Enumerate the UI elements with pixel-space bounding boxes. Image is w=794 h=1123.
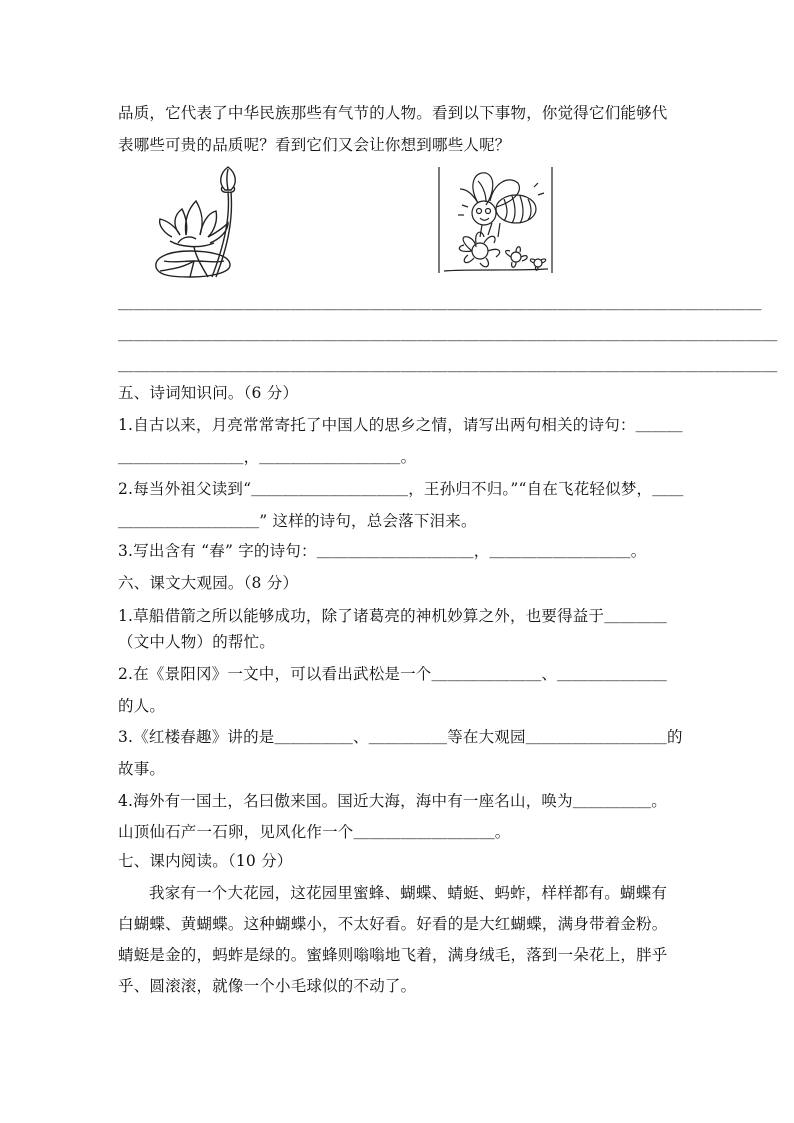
section6-q4-line2: 山顶仙石产一石卵，见风化作一个＿＿＿＿＿＿＿＿＿。 <box>118 823 511 841</box>
section5-heading: 五、诗词知识问。（6 分） <box>118 384 299 402</box>
section5-q1-line2: ＿＿＿＿＿＿＿＿，＿＿＿＿＿＿＿＿＿。 <box>118 448 417 466</box>
section6-q4-line1: 4.海外有一国土，名曰傲来国。国近大海，海中有一座名山，唤为＿＿＿＿＿。 <box>118 792 667 810</box>
section5-q3-line1: 3.写出含有 “春” 字的诗句：＿＿＿＿＿＿＿＿＿＿，＿＿＿＿＿＿＿＿＿。 <box>118 542 647 560</box>
answer-line-2[interactable]: ＿＿＿＿＿＿＿＿＿＿＿＿＿＿＿＿＿＿＿＿＿＿＿＿＿＿＿＿＿＿＿＿＿＿＿＿＿＿＿＿＿＿ <box>118 325 778 343</box>
section6-q2-line1: 2.在《景阳冈》一文中，可以看出武松是一个＿＿＿＿＿＿＿、＿＿＿＿＿＿＿ <box>118 665 667 683</box>
lotus-illustration <box>150 165 250 280</box>
reading-line-4: 乎、圆滚滚，就像一个小毛球似的不动了。 <box>118 977 417 995</box>
reading-line-3: 蜻蜓是金的，蚂蚱是绿的。蜜蜂则嗡嗡地飞着，满身绒毛，落到一朵花上，胖乎 <box>118 946 668 964</box>
intro-line-2: 表哪些可贵的品质呢？看到它们又会让你想到哪些人呢？ <box>118 136 511 154</box>
section6-q2-line2: 的人。 <box>118 697 166 715</box>
answer-line-1[interactable]: ＿＿＿＿＿＿＿＿＿＿＿＿＿＿＿＿＿＿＿＿＿＿＿＿＿＿＿＿＿＿＿＿＿＿＿＿＿＿＿＿＿ <box>118 294 762 312</box>
section6-heading: 六、课文大观园。（8 分） <box>118 574 299 592</box>
answer-line-3[interactable]: ＿＿＿＿＿＿＿＿＿＿＿＿＿＿＿＿＿＿＿＿＿＿＿＿＿＿＿＿＿＿＿＿＿＿＿＿＿＿＿＿＿＿ <box>118 356 778 374</box>
section6-q3-line2: 故事。 <box>118 760 166 778</box>
section7-heading: 七、课内阅读。（10 分） <box>118 852 293 870</box>
section6-q1-line2: （文中人物）的帮忙。 <box>118 633 276 651</box>
section5-q2-line2: ＿＿＿＿＿＿＿＿＿” 这样的诗句，总会落下泪来。 <box>118 512 477 530</box>
reading-line-2: 白蝴蝶、黄蝴蝶。这种蝴蝶小，不太好看。好看的是大红蝴蝶，满身带着金粉。 <box>118 915 668 933</box>
intro-line-1: 品质，它代表了中华民族那些有气节的人物。看到以下事物，你觉得它们能够代 <box>118 104 668 122</box>
section5-q2-line1: 2.每当外祖父读到“＿＿＿＿＿＿＿＿＿＿，王孙归不归。”“自在飞花轻似梦，＿＿ <box>118 480 684 498</box>
section6-q1-line1: 1.草船借箭之所以能够成功，除了诸葛亮的神机妙算之外，也要得益于＿＿＿＿ <box>118 607 667 625</box>
section6-q3-line1: 3.《红楼春趣》讲的是＿＿＿＿＿、＿＿＿＿＿等在大观园＿＿＿＿＿＿＿＿＿的 <box>118 728 683 746</box>
reading-line-1: 我家有一个大花园，这花园里蜜蜂、蝴蝶、蜻蜓、蚂蚱，样样都有。蝴蝶有 <box>149 884 668 902</box>
section5-q1-line1: 1.自古以来，月亮常常寄托了中国人的思乡之情，请写出两句相关的诗句：＿＿＿ <box>118 416 683 434</box>
bee-illustration <box>438 165 554 275</box>
